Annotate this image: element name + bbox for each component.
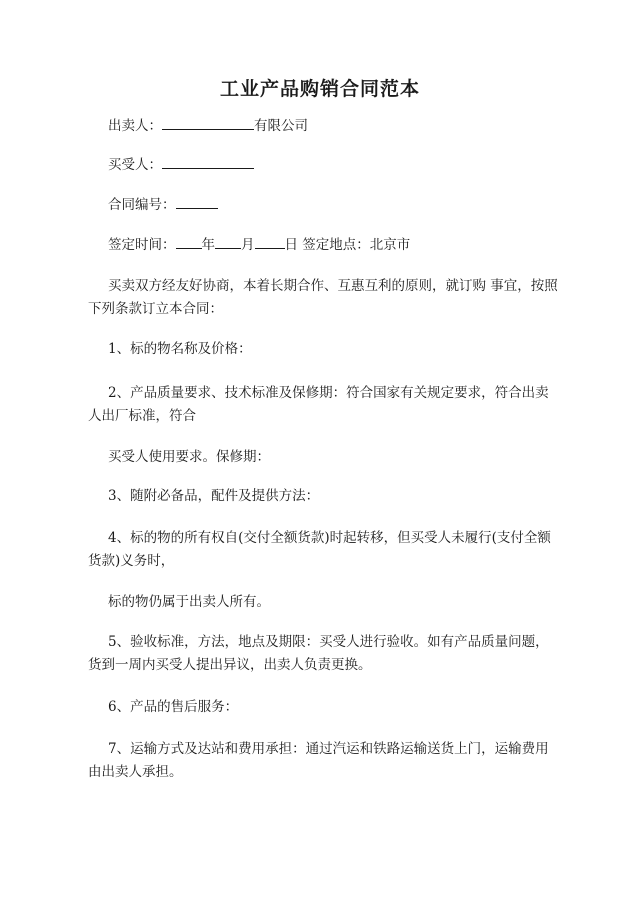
clause-7: 7、运输方式及达站和费用承担：通过汽运和铁路运输送货上门，运输费用由出卖人承担。 bbox=[88, 741, 549, 780]
seller-name-blank bbox=[162, 114, 254, 130]
clause-4-continuation: 标的物仍属于出卖人所有。 bbox=[108, 594, 270, 610]
clause-3: 3、随附必备品，配件及提供方法： bbox=[108, 488, 320, 504]
signing-day-blank bbox=[255, 233, 285, 249]
seller-suffix: 有限公司 bbox=[254, 118, 308, 134]
clause-2-continuation: 买受人使用要求。保修期： bbox=[108, 449, 270, 465]
contract-number-blank bbox=[176, 193, 218, 209]
contract-number-label: 合同编号： bbox=[108, 197, 176, 213]
buyer-label: 买受人： bbox=[108, 157, 162, 173]
signing-place-label: 签定地点： bbox=[302, 237, 370, 253]
signing-year-blank bbox=[176, 233, 202, 249]
signing-year-unit: 年 bbox=[201, 237, 215, 253]
intro-paragraph: 买卖双方经友好协商，本着长期合作、互惠互利的原则，就订购 事宜，按照下列条款订立本合同： bbox=[88, 278, 558, 317]
signing-place: 北京市 bbox=[369, 237, 411, 253]
clause-1: 1、标的物名称及价格： bbox=[108, 341, 252, 357]
seller-label: 出卖人： bbox=[108, 118, 162, 134]
clause-6: 6、产品的售后服务： bbox=[108, 699, 239, 715]
buyer-name-blank bbox=[162, 153, 254, 169]
signing-time-label: 签定时间： bbox=[108, 237, 176, 253]
clause-2: 2、产品质量要求、技术标准及保修期：符合国家有关规定要求，符合出卖人出厂标准，符合 bbox=[88, 385, 549, 424]
seller-line bbox=[108, 114, 558, 138]
signing-month-blank bbox=[215, 233, 241, 249]
clause-4: 4、标的物的所有权自(交付全额货款)时起转移，但买受人未履行(支付全额货款)义务时， bbox=[88, 530, 551, 569]
clause-5: 5、验收标准，方法，地点及期限：买受人进行验收。如有产品质量问题，货到一周内买受人提出异议，出卖人负责更换。 bbox=[88, 634, 549, 673]
document-title: 工业产品购销合同范本 bbox=[219, 78, 420, 100]
contract-number-line bbox=[108, 193, 558, 217]
signing-day-unit: 日 bbox=[284, 237, 298, 253]
buyer-line bbox=[108, 153, 558, 177]
signing-month-unit: 月 bbox=[241, 237, 255, 253]
signing-line bbox=[108, 233, 558, 257]
